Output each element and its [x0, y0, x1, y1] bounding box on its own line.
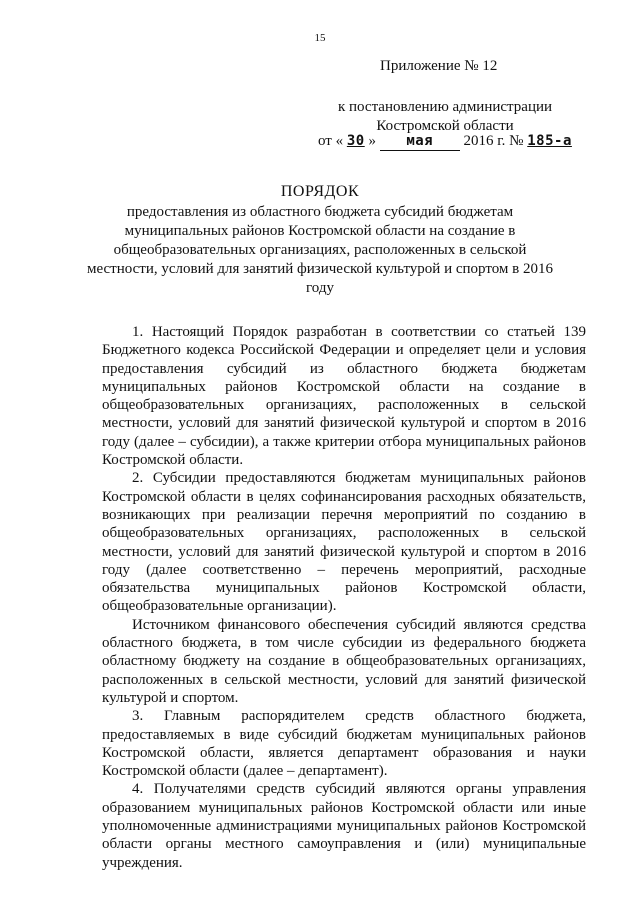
date-month-field [380, 133, 460, 151]
document-body [102, 323, 586, 872]
resolution-reference [316, 98, 574, 136]
date-day: 30 [346, 133, 365, 149]
paragraph-5: 4. Получателями средств субсидий являются органы управления образованием муниципальных районов Костромской области или иные уполномоченные администрациями муниципальных районов Костромской области органы местного самоуправления и (или) муниципальные учреждения. [102, 781, 586, 871]
paragraph-4: 3. Главным распорядителем средств областного бюджета, предоставляемых в виде субсидий бюджетам муниципальных районов Костромской области, является департамент образования и науки Костромской области (далее – департамент). [102, 708, 586, 780]
paragraph-2: 2. Субсидии предоставляются бюджетам муниципальных районов Костромской области в целях софинансирования расходных обязательств, возникающих при реализации перечня мероприятий по созданию в общеобразовательных организациях, расположенных в сельской местности, условий для занятий физической культурой и спортом в 2016 году (далее соответственно – перечень мероприятий, расходные обязательства муниципальных районов Костромской области, общеобразовательные организации). [102, 470, 586, 615]
appendix-label: Приложение № 12 [380, 58, 498, 74]
paragraph-1: 1. Настоящий Порядок разработан в соответствии со статьей 139 Бюджетного кодекса Российской Федерации и определяет цели и условия предоставления субсидий из областного бюджета бюджетам муниципальных районов Костромской области на создание в общеобразовательных организациях, расположенных в сельской местности, условий для занятий физической культурой и спортом в 2016 году (далее – субсидии), а также критерии отбора муниципальных районов Костромской области. [102, 324, 586, 469]
page-number: 15 [314, 32, 326, 44]
date-year: 2016 г. № [463, 133, 524, 149]
resolution-line-2: Костромской области [376, 118, 514, 134]
resolution-line-1: к постановлению администрации [337, 99, 553, 115]
date-mid: » [368, 133, 376, 149]
document-title: ПОРЯДОК [280, 183, 360, 200]
resolution-number: 185-а [527, 133, 572, 149]
date-month: мая [406, 133, 434, 149]
paragraph-3: Источником финансового обеспечения субсидий являются средства областного бюджета, в том числе субсидии из федерального бюджета областному бюджету на создание в общеобразовательных организациях, расположенных в сельской местности, условий для занятий физической культурой и спортом. [102, 616, 586, 706]
resolution-date-line [318, 133, 572, 151]
date-prefix: от « [318, 133, 344, 149]
document-subtitle: предоставления из областного бюджета субсидий бюджетам муниципальных районов Костромской области на создание в общеобразовательных организациях, расположенных в сельской местности, условий для занятий физической культурой и спортом в 2016 году [87, 204, 553, 296]
